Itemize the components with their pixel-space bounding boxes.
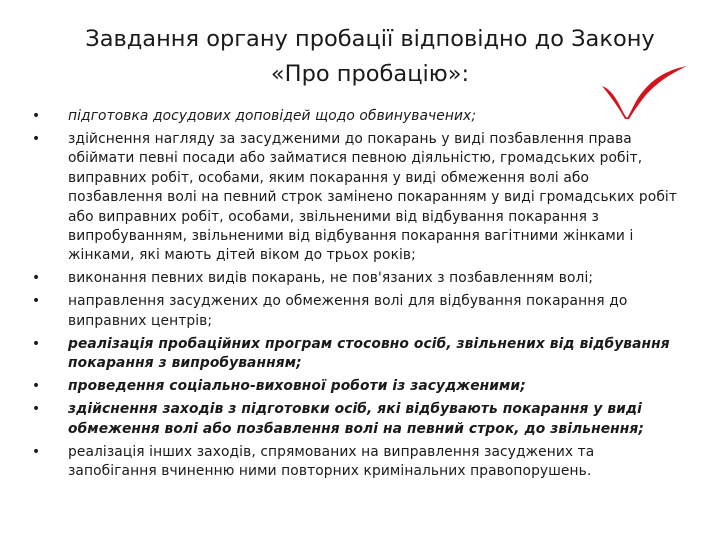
task-list-item (28, 335, 678, 374)
bullet-icon: • (32, 131, 41, 147)
task-text: направлення засуджених до обмеження волі для відбування покарання до виправних центрів; (68, 293, 628, 329)
task-text: здійснення заходів з підготовки осіб, які відбувають покарання у виді обмеження волі або позбавлення волі на певний строк, до звільнення; (68, 401, 645, 437)
bullet-icon: • (32, 108, 41, 124)
bullet-icon: • (32, 270, 41, 287)
task-text: реалізація пробаційних програм стосовно осіб, звільнених від відбування покарання з випробуванням; (68, 335, 670, 372)
task-text: здійснення нагляду за засудженими до покарань у виді позбавлення права обіймати певні посади або займатися певною діяльністю, громадських робіт, виправних робіт, особами, яким покарання у виді обмеження волі або позбавлення волі на певний строк замінено покаранням у виді громадських робіт або виправних робіт, особами, звільненими від відбування покарання з випробуванням, звільненими від відбування покарання вагітними жінками і жінками, які мають дітей віком до трьох років; (68, 131, 678, 264)
task-list-item (28, 269, 678, 288)
bullet-icon: • (32, 335, 41, 352)
task-list-item (28, 107, 678, 126)
task-text: проведення соціально-виховної роботи із засудженими; (68, 378, 526, 395)
slide-title (60, 22, 680, 92)
task-list-item (28, 377, 678, 396)
task-text: підготовка досудових доповідей щодо обвинувачених; (68, 108, 477, 124)
bullet-icon: • (32, 378, 41, 395)
task-list-item (28, 130, 678, 266)
bullet-icon: • (32, 401, 41, 418)
bullet-icon: • (32, 293, 41, 310)
task-text: реалізація інших заходів, спрямованих на виправлення засуджених та запобігання вчиненню ними повторних кримінальних правопорушень. (68, 443, 595, 480)
task-text: виконання певних видів покарань, не пов'язаних з позбавленням волі; (68, 270, 594, 287)
slide-title-line-1: Завдання органу пробації відповідно до Закону (85, 26, 655, 52)
task-list-item (28, 400, 678, 439)
bullet-icon: • (32, 443, 41, 460)
task-list (28, 107, 678, 485)
task-list-item (28, 292, 678, 331)
task-list-item (28, 443, 678, 482)
slide-title-line-2: «Про пробацію»: (270, 61, 470, 87)
